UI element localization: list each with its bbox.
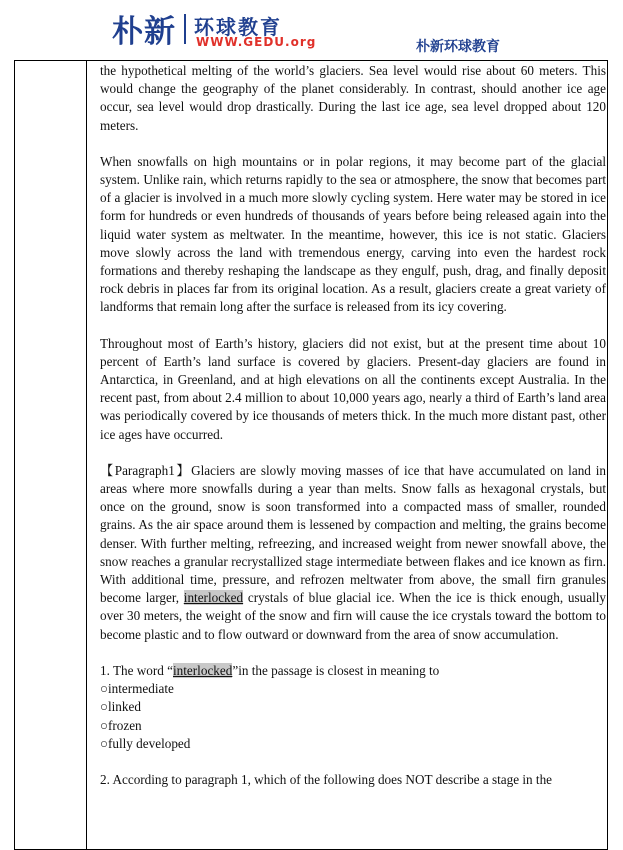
page-header [0,0,623,60]
question-1-suffix: ”in the passage is closest in meaning to [232,662,440,678]
question-2-stem: 2. According to paragraph 1, which of the following does NOT describe a stage in the [100,771,553,787]
passage-paragraph-3: Throughout most of Earth’s history, glaciers did not exist, but at the present time about 10 percent of Earth’s land surface is covered by glaciers. Present-day glaciers are found in Antarctica, in Greenland, and at high elevations on all the continents except Australia. In the recent past, from about 2.4 million to about 10,000 years ago, nearly a third of Earth’s land area was periodically covered by ice thousands of meters thick. In the much more distant past, other ice ages have occurred. [100,335,606,442]
table-column-divider [86,60,87,850]
logo-url-text: WWW.GEDU.org [196,35,317,49]
question-1-option-b[interactable]: ○linked [100,699,141,715]
highlighted-word: interlocked [183,590,244,606]
logo-cn-text: 环球教育 [194,15,282,39]
passage-content [100,62,606,789]
question-1-option-a[interactable]: ○intermediate [100,681,174,697]
paragraph-4-text-after: crystals of blue glacial ice. When the ice is thick enough, usually over 30 meters, the weight of the snow and firn will cause the ice crystals toward the bottom to become plastic and to flow outward or downward from the area of snow accumulation. [100,590,606,642]
question-1-prefix: 1. The word “ [100,662,174,678]
paragraph-4-text-before: 【Paragraph1】Glaciers are slowly moving masses of ice that have accumulated on land in areas where more snowfalls during a year than melts. Snow falls as hexagonal crystals, but once on the ground, snow is soon transformed into a compacted mass of smaller, rounded grains. As the air space around them is lessened by compaction and melting, the grains become denser. With further melting, refreezing, and increased weight from newer snowfall above, the snow reaches a granular recrystallized stage intermediate between flakes and ice known as firn. With additional time, pressure, and refrozen meltwater from above, the small firn granules become larger, [100,462,606,606]
passage-paragraph-2: When snowfalls on high mountains or in polar regions, it may become part of the glacial system. Unlike rain, which returns rapidly to the sea or atmosphere, the snow that becomes part of a glacier is involved in a much more slowly cycling system. Here water may be stored in ice form for hundreds or even hundreds of thousands of years before being released again into the liquid water system as meltwater. In the meantime, however, this ice is not static. Glaciers move slowly across the land with tremendous energy, carving into even the hardest rock formations and thereby reshaping the landscape as they engulf, push, drag, and finally deposit rock debris in places far from its original location. As a result, glaciers create a great variety of landforms that remain long after the surface is released from its icy covering. [100,153,606,315]
question-1-option-d[interactable]: ○fully developed [100,735,191,751]
logo-divider [184,14,186,44]
question-1-option-c[interactable]: ○frozen [100,717,142,733]
passage-paragraph-4 [100,462,606,644]
logo-main-text: 朴新 [112,14,176,50]
header-title: 朴新环球教育 [416,39,500,55]
passage-paragraph-1: the hypothetical melting of the world’s glaciers. Sea level would rise about 60 meters. This would change the geography of the planet considerably. In contrast, should another ice age occur, sea level would drop drastically. During the last ice age, sea level dropped about 120 meters. [100,63,606,133]
spacer [100,753,606,771]
question-1-highlighted-word: interlocked [173,662,233,678]
question-1-stem [100,662,606,680]
